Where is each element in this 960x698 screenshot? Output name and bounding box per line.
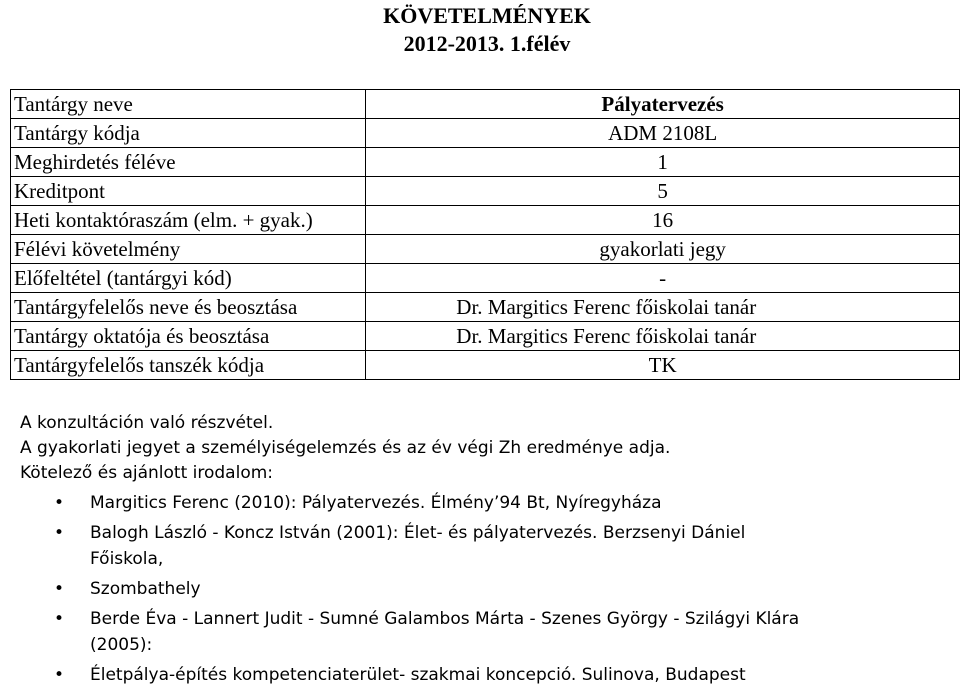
row-label: Kreditpont [11,177,366,206]
row-value: 16 [366,206,960,235]
list-item [20,606,960,632]
row-label: Tantárgy oktatója és beosztása [11,322,366,351]
paragraph-grade: A gyakorlati jegyet a személyiségelemzés és az év végi Zh eredménye adja. [20,438,671,458]
list-item-text: Balogh László - Koncz István (2001): Élet- és pályatervezés. Berzsenyi Dániel [90,523,746,543]
row-value: ADM 2108L [366,119,960,148]
row-value: - [366,264,960,293]
list-item [20,576,960,602]
requirements-text [20,411,960,692]
list-item [20,662,960,688]
list-item [20,520,960,546]
paragraph-consultation: A konzultáción való részvétel. [20,413,274,433]
row-label: Tantárgy kódja [11,119,366,148]
document-term: 2012-2013. 1.félév [403,31,571,56]
list-item-continuation: (2005): [90,635,153,655]
table-row [11,351,960,380]
paragraph-literature-heading: Kötelező és ajánlott irodalom: [20,463,274,483]
list-item-text: Margitics Ferenc (2010): Pályatervezés. Élmény’94 Bt, Nyíregyháza [90,493,662,513]
course-info-table [10,89,960,380]
literature-list-end [20,662,960,688]
row-label: Heti kontaktóraszám (elm. + gyak.) [11,206,366,235]
bullet-icon: • [54,665,65,685]
table-row [11,264,960,293]
table-row [11,206,960,235]
row-value: gyakorlati jegy [366,235,960,264]
row-label: Tantárgyfelelős neve és beosztása [11,293,366,322]
literature-list [20,490,960,546]
row-label: Meghirdetés féléve [11,148,366,177]
bullet-icon: • [54,523,65,543]
bullet-icon: • [54,579,65,599]
table-row [11,235,960,264]
table-row [11,119,960,148]
bullet-icon: • [54,609,65,629]
row-value: 5 [366,177,960,206]
bullet-icon: • [54,493,65,513]
row-value: Pályatervezés [366,90,960,119]
list-item-text: Életpálya-építés kompetenciaterület- szakmai koncepció. Sulinova, Budapest [90,665,746,685]
document-title: KÖVETELMÉNYEK [383,3,591,28]
row-label: Tantárgy neve [11,90,366,119]
list-item-continuation: Főiskola, [90,549,164,569]
table-row [11,293,960,322]
row-label: Félévi követelmény [11,235,366,264]
row-value: Dr. Margitics Ferenc főiskolai tanár [366,293,960,322]
list-item-text: Szombathely [90,579,201,599]
list-item [20,490,960,516]
table-row [11,322,960,351]
row-value: 1 [366,148,960,177]
table-row [11,148,960,177]
table-row [11,90,960,119]
row-value: Dr. Margitics Ferenc főiskolai tanár [366,322,960,351]
row-value: TK [366,351,960,380]
list-item-text: Berde Éva - Lannert Judit - Sumné Galambos Márta - Szenes György - Szilágyi Klára [90,609,800,629]
row-label: Tantárgyfelelős tanszék kódja [11,351,366,380]
row-label: Előfeltétel (tantárgyi kód) [11,264,366,293]
literature-list-continued [20,576,960,632]
table-row [11,177,960,206]
